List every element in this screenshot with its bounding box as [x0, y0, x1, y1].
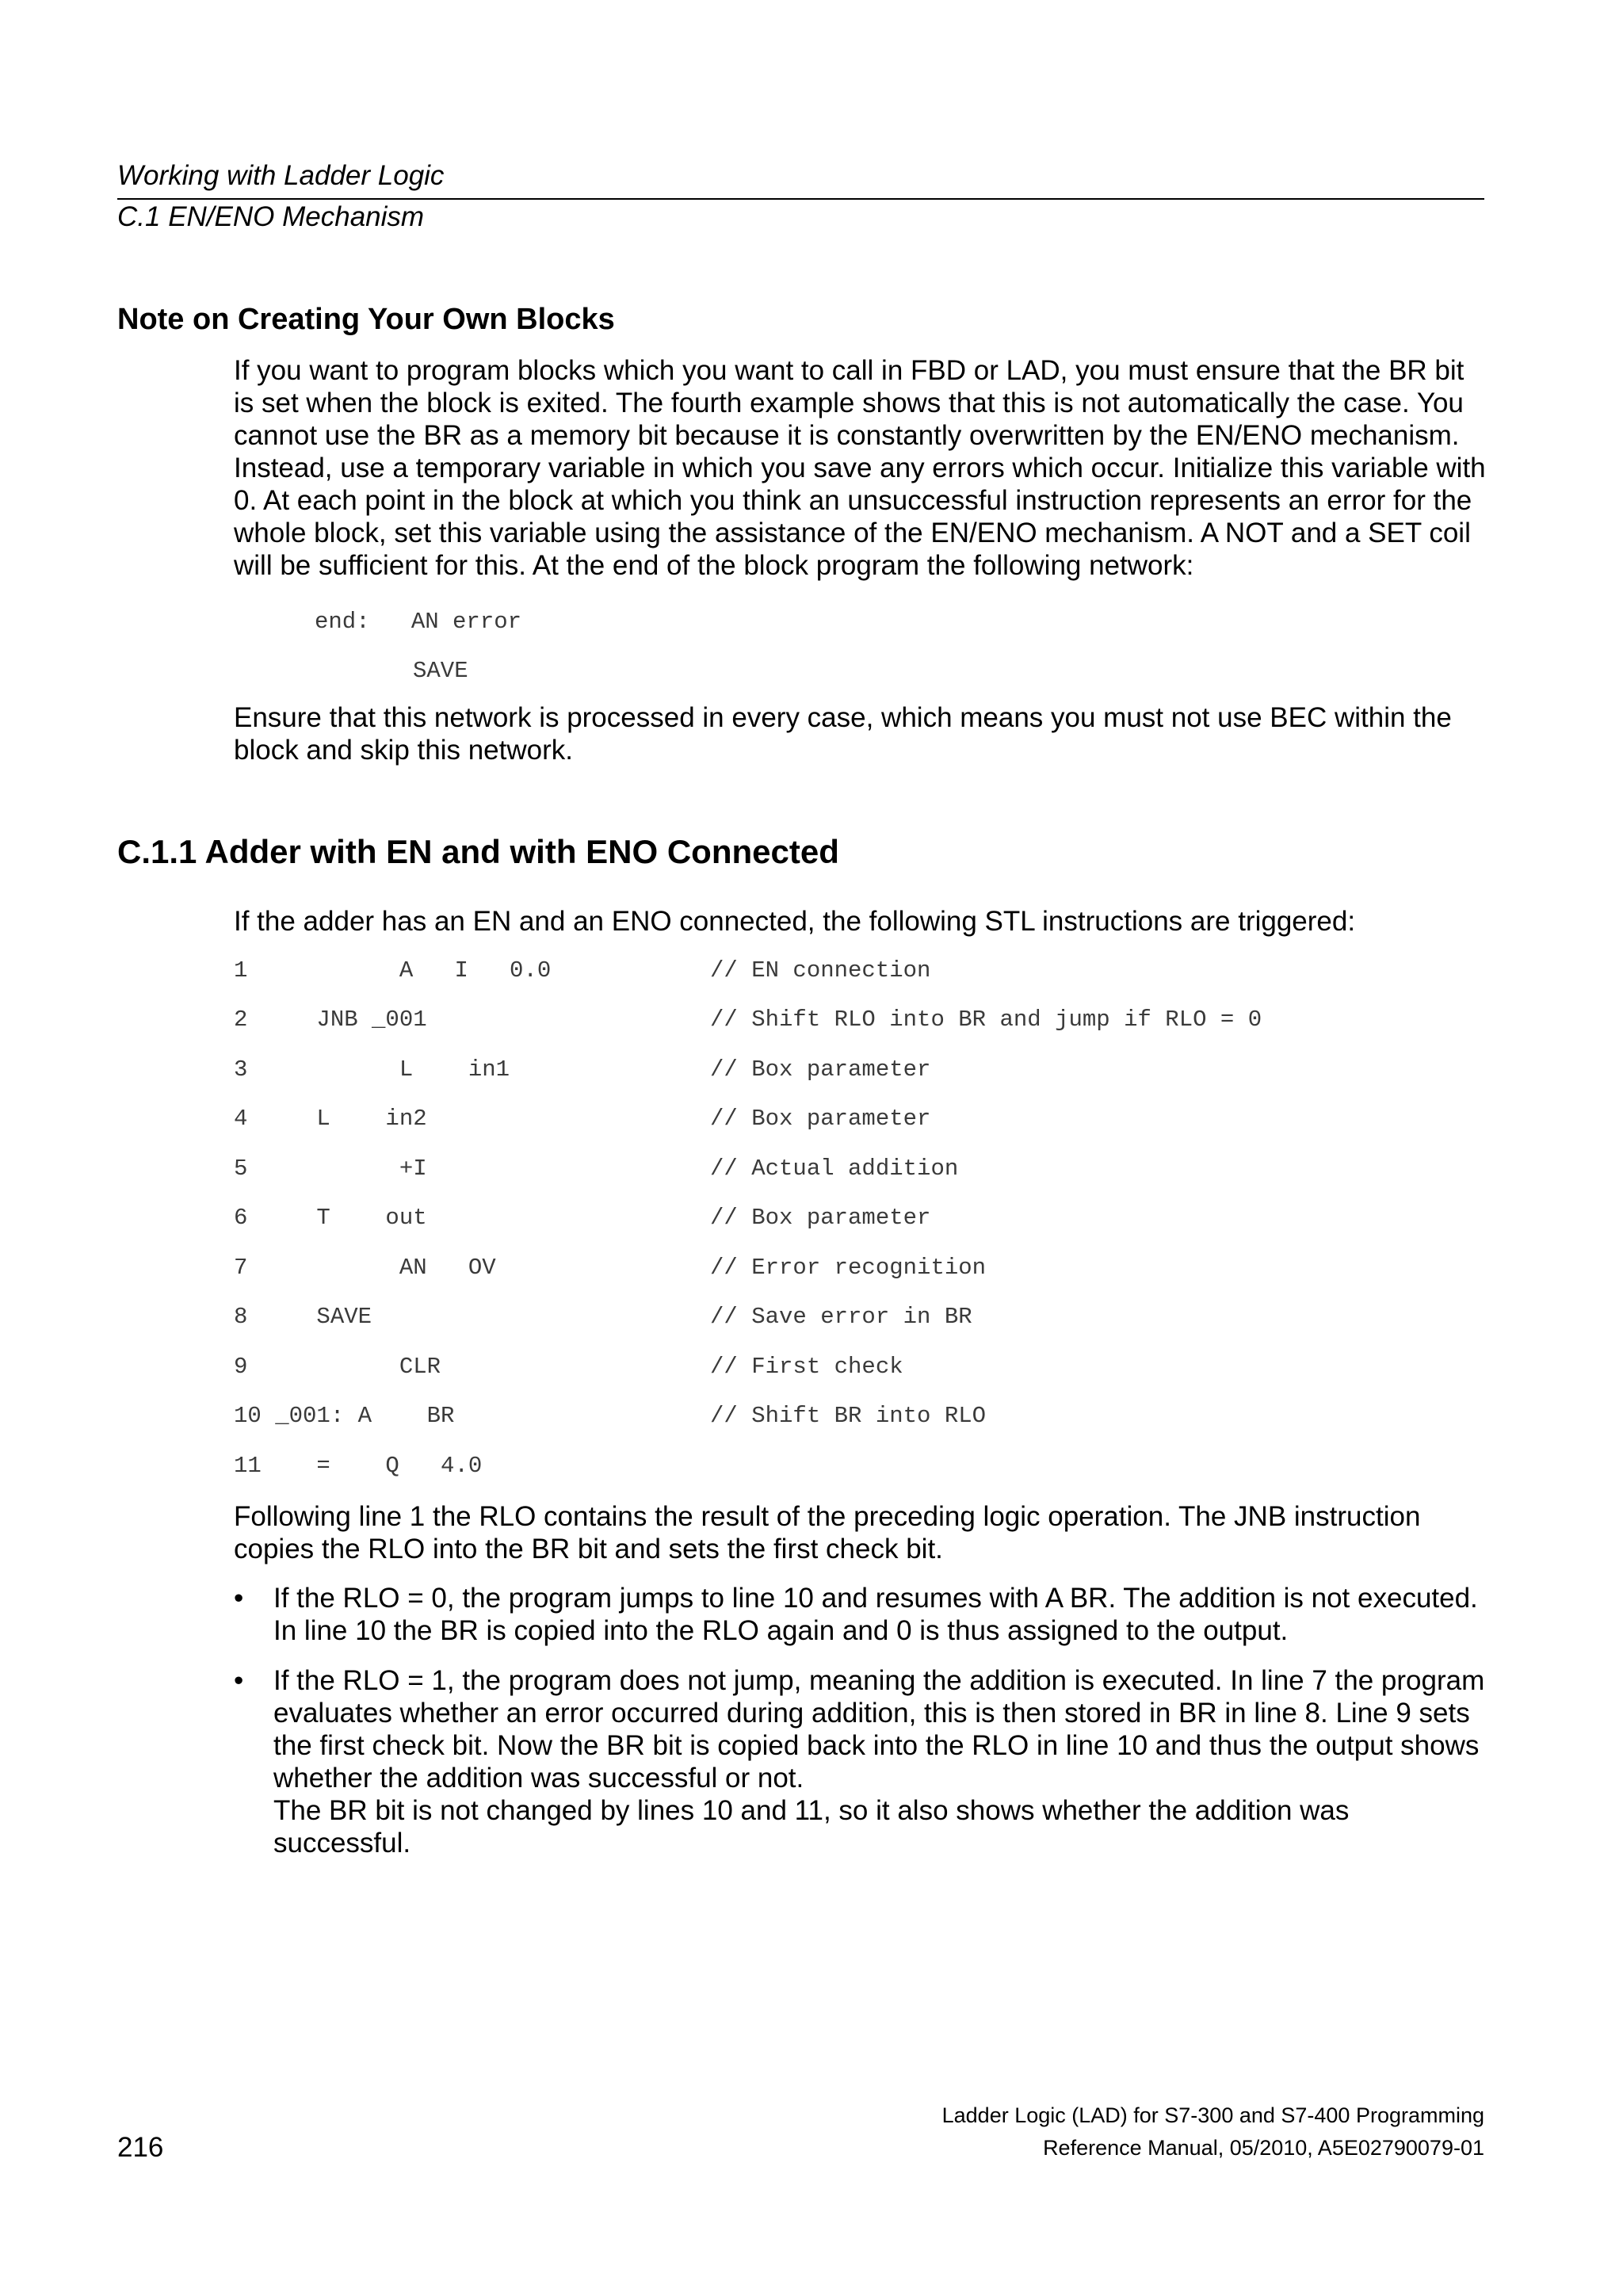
- code-line: [234, 1304, 1502, 1335]
- code-comment: // Save error in BR: [710, 1304, 972, 1330]
- c11-paragraph-after-code: Following line 1 the RLO contains the result of the preceding logic operation. The JNB instruction copies the RLO into the BR bit and sets the first check bit.: [234, 1501, 1421, 1564]
- code-instruction: 9 CLR: [234, 1354, 441, 1380]
- code-instruction: 7 AN OV: [234, 1255, 496, 1281]
- bullet-text: If the RLO = 0, the program jumps to line 10 and resumes with A BR. The addition is not executed. In line 10 the BR is copied into the RLO again and 0 is thus assigned to the output.: [273, 1583, 1478, 1646]
- code-comment: // EN connection: [710, 957, 931, 984]
- code-comment: // Box parameter: [710, 1056, 931, 1083]
- code-instruction: 8 SAVE: [234, 1304, 372, 1330]
- code-line: [234, 1056, 1502, 1088]
- bullet-text-continuation: The BR bit is not changed by lines 10 and 11, so it also shows whether the addition was successful.: [273, 1795, 1350, 1859]
- code-instruction: 3 L in1: [234, 1056, 510, 1083]
- code-instruction: 4 L in2: [234, 1106, 427, 1132]
- note-paragraph-2: Ensure that this network is processed in every case, which means you must not use BEC within the block and skip this network.: [234, 702, 1452, 766]
- code-instruction: 6 T out: [234, 1205, 427, 1231]
- example-code-line-1: end: AN error: [315, 609, 522, 635]
- code-comment: // Box parameter: [710, 1106, 931, 1132]
- bullet-text: If the RLO = 1, the program does not jump, meaning the addition is executed. In line 7 the program evaluates whether an error occurred during addition, this is then stored in BR in line 8. Line 9 sets the first check bit. Now the BR bit is copied back into the RLO in line 10 and thus the output shows whether the addition was successful or not.: [273, 1665, 1485, 1794]
- code-line: [234, 1453, 1502, 1484]
- note-paragraph-1: If you want to program blocks which you want to call in FBD or LAD, you must ensure that the BR bit is set when the block is exited. The fourth example shows that this is not automatically the case. You cannot use the BR as a memory bit because it is constantly overwritten by the EN/ENO mechanism. Instead, use a temporary variable in which you save any errors which occur. Initialize this variable with 0. At each point in the block at which you think an unsuccessful instruction represents an error for the whole block, set this variable using the assistance of the EN/ENO mechanism. A NOT and a SET coil will be sufficient for this. At the end of the block program the following network:: [234, 355, 1486, 581]
- code-line: [234, 1255, 1502, 1286]
- code-comment: // Shift BR into RLO: [710, 1403, 987, 1429]
- bullet-marker: •: [234, 1665, 244, 1696]
- example-code-line-2: SAVE: [413, 658, 468, 684]
- section-heading-c11: C.1.1 Adder with EN and with ENO Connected: [117, 833, 839, 870]
- code-comment: // Actual addition: [710, 1156, 959, 1182]
- bullet-marker: •: [234, 1583, 244, 1614]
- code-comment: // Error recognition: [710, 1255, 987, 1281]
- code-line: [234, 1354, 1502, 1385]
- code-instruction: 1 A I 0.0: [234, 957, 552, 984]
- code-comment: // First check: [710, 1354, 903, 1380]
- code-line: [234, 1106, 1502, 1137]
- code-line: [234, 1205, 1502, 1236]
- running-subtitle: C.1 EN/ENO Mechanism: [117, 201, 425, 232]
- running-title: Working with Ladder Logic: [117, 160, 445, 191]
- code-line: [234, 1007, 1502, 1038]
- footer-manual-title: Ladder Logic (LAD) for S7-300 and S7-400 Programming: [941, 2103, 1484, 2127]
- c11-intro-paragraph: If the adder has an EN and an ENO connected, the following STL instructions are triggered:: [234, 906, 1356, 937]
- code-instruction: 5 +I: [234, 1156, 427, 1182]
- page-number: 216: [117, 2132, 164, 2163]
- header-rule: [117, 198, 1484, 200]
- code-comment: // Box parameter: [710, 1205, 931, 1231]
- code-instruction: 11 = Q 4.0: [234, 1453, 483, 1479]
- code-line: [234, 1156, 1502, 1187]
- code-instruction: 10 _001: A BR: [234, 1403, 455, 1429]
- code-line: [234, 957, 1502, 989]
- code-instruction: 2 JNB _001: [234, 1007, 427, 1033]
- footer-manual-info: Reference Manual, 05/2010, A5E02790079-01: [1043, 2136, 1484, 2160]
- code-comment: // Shift RLO into BR and jump if RLO = 0: [710, 1007, 1262, 1033]
- code-line: [234, 1403, 1502, 1435]
- section-heading-note: Note on Creating Your Own Blocks: [117, 303, 615, 336]
